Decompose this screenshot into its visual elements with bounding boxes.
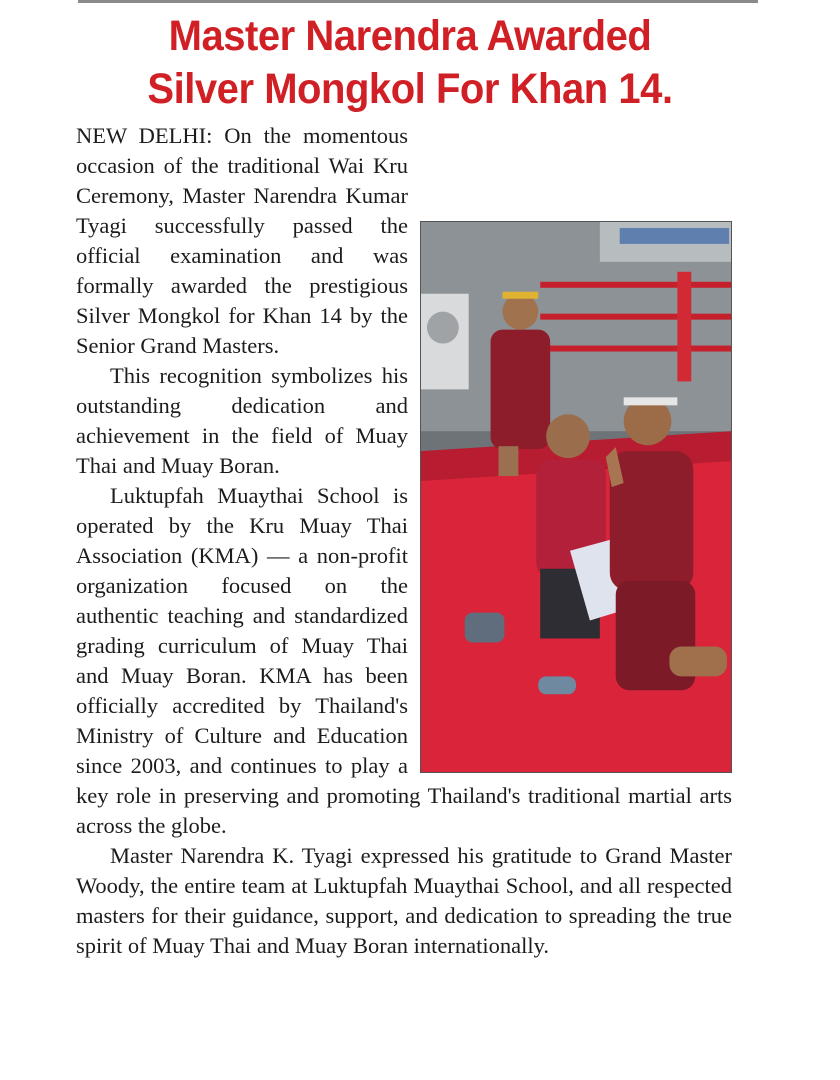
headline: [85, 10, 736, 116]
paragraph-1: [76, 121, 732, 361]
paragraph-1-text: NEW DELHI: On the momentous occasion of the traditional Wai Kru Ceremony, Master Narendra Kumar Tyagi successfully passed the official examination and was formally awarded the prestigious Silver Mongkol for Khan 14 by the Senior Grand Masters.: [76, 123, 408, 358]
article-body: [76, 121, 732, 961]
ceremony-photo: [420, 221, 732, 773]
paragraph-2: This recognition symbolizes his outstanding dedication and achievement in the field of Muay Thai and Muay Boran.: [76, 363, 408, 478]
top-rule: [78, 0, 758, 3]
headline-line-1: Master Narendra Awarded: [168, 12, 652, 60]
paragraph-3: Luktupfah Muaythai School is operated by the Kru Muay Thai Association (KMA) — a non-profit organization focused on the authentic teaching and standardized grading curriculum of Muay Thai and Muay Boran. KMA has been officially accredited by Thailand's Ministry of Culture and Education since 2003, and continues to play a key role in preserving and promoting Thailand's traditional martial arts across the globe.: [76, 483, 732, 838]
headline-line-2: Silver Mongkol For Khan 14.: [147, 65, 673, 113]
ceremony-photo-illustration: [421, 222, 731, 772]
paragraph-4: Master Narendra K. Tyagi expressed his gratitude to Grand Master Woody, the entire team at Luktupfah Muaythai School, and all respected masters for their guidance, support, and dedication to spreading the true spirit of Muay Thai and Muay Boran internationally.: [76, 843, 732, 958]
